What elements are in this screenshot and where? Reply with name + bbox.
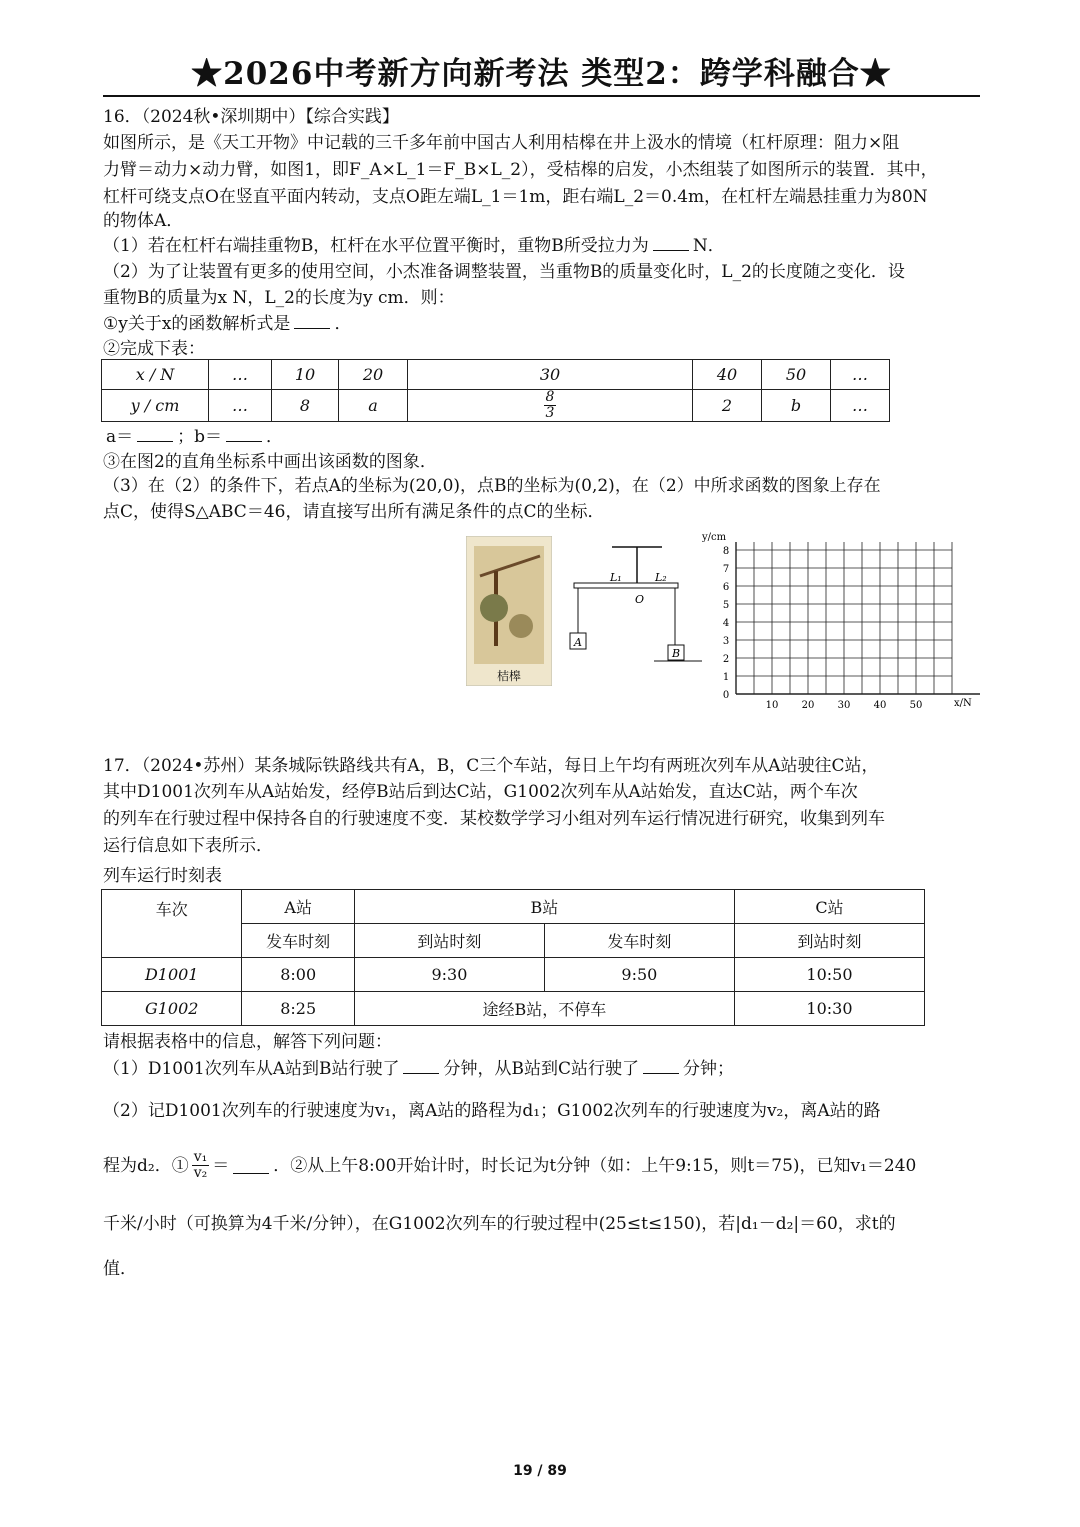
page-header: ★2026中考新方向新考法 类型2：跨学科融合★ — [191, 56, 892, 92]
weight-b-label: B — [671, 647, 681, 660]
q16-text-line: 杠杆可绕支点O在竖直平面内转动，支点O距左端L_1＝1m，距右端L_2＝0.4m，在杠杆左端悬挂重力为80N — [103, 187, 928, 207]
table-cell: … — [209, 390, 272, 422]
q17-text-line: 的列车在行驶过程中保持各自的行驶速度不变．某校数学学习小组对列车运行情况进行研究，收集到列车 — [103, 809, 885, 829]
q16-part2-func — [103, 311, 351, 337]
q17-part2-ratio — [103, 1150, 916, 1181]
ab-end: ． — [266, 427, 284, 447]
a-label: a＝ — [106, 427, 134, 447]
q16-part1 — [103, 233, 725, 259]
table-row — [102, 992, 925, 1026]
table-cell: 40 — [693, 360, 762, 390]
q16-func-text: ①y关于x的函数解析式是 — [103, 314, 291, 334]
subheader-c-arrive: 到站时刻 — [734, 924, 924, 958]
q17-part2-end: 值． — [103, 1259, 137, 1279]
q17-part2-line: （2）记D1001次列车的行驶速度为v₁，离A站的路程为d₁；G1002次列车的行驶速度为v₂，离A站的路 — [103, 1101, 881, 1121]
q16-part1-tail: N． — [692, 236, 725, 256]
cell-b-merged: 途经B站，不停车 — [354, 992, 734, 1026]
q17-p2b-pre: 程为d₂．① — [103, 1155, 189, 1176]
lever-diagram — [562, 545, 712, 665]
illustration-tree — [480, 594, 508, 622]
header-station-a: A站 — [242, 890, 355, 924]
weight-a-label: A — [574, 636, 582, 649]
table-cell: 30 — [408, 360, 693, 390]
answer-blank — [226, 425, 262, 442]
fraction — [544, 390, 557, 421]
coordinate-grid — [698, 526, 980, 714]
q16-title: 16．（2024秋•深圳期中）【综合实践】 — [103, 107, 399, 127]
y-tick-label: 4 — [722, 618, 730, 629]
table-cell: … — [831, 390, 890, 422]
ratio-numerator: v₁ — [193, 1149, 208, 1165]
illustration-figure — [509, 614, 533, 638]
fraction-numerator: 8 — [545, 389, 555, 405]
table-cell: 50 — [762, 360, 831, 390]
q16-text-line: 的物体A． — [103, 211, 184, 231]
table-cell: x / N — [102, 360, 209, 390]
header-station-b: B站 — [354, 890, 734, 924]
y-tick-label: 1 — [722, 672, 730, 683]
cell-c-arrive: 10:50 — [734, 958, 924, 992]
q17-text-line: 运行信息如下表所示． — [103, 836, 273, 856]
x-tick-labels — [766, 700, 923, 711]
q17-p1c: 分钟； — [682, 1059, 734, 1079]
q16-part2-line: 重物B的质量为x N，L_2的长度为y cm．则： — [103, 288, 455, 308]
subheader-arrive: 到站时刻 — [354, 924, 544, 958]
cell-train: G1002 — [102, 992, 242, 1026]
header-rule — [103, 95, 980, 97]
q17-part1 — [103, 1056, 734, 1082]
q16-part2-line: （2）为了让装置有更多的使用空间，小杰准备调整装置，当重物B的质量变化时，L_2的长度随之变化．设 — [103, 262, 905, 282]
q17-p2b-eq: ＝ — [212, 1155, 230, 1176]
answer-blank — [233, 1157, 269, 1174]
y-tick-label: 5 — [722, 600, 730, 611]
cell-b-depart: 9:50 — [544, 958, 734, 992]
cell-b-arrive: 9:30 — [354, 958, 544, 992]
q17-ask: 请根据表格中的信息，解答下列问题： — [103, 1032, 392, 1052]
x-tick-label: 50 — [909, 700, 923, 711]
table-cell-fraction — [408, 390, 693, 422]
table-cell: 8 — [272, 390, 339, 422]
y-tick-label: 0 — [722, 690, 730, 701]
q17-p1a: （1）D1001次列车从A站到B站行驶了 — [103, 1059, 400, 1079]
q17-p2b-post: ．②从上午8:00开始计时，时长记为t分钟（如：上午9:15，则t＝75)，已知v₁＝240 — [273, 1155, 917, 1176]
header-station-c: C站 — [734, 890, 924, 924]
subheader-b-depart: 发车时刻 — [544, 924, 734, 958]
q17-part2-line: 千米/小时（可换算为4千米/分钟），在G1002次列车的行驶过程中(25≤t≤150)，若|d₁－d₂|＝60，求t的 — [103, 1214, 896, 1234]
y-tick-labels — [723, 546, 729, 701]
table-cell: … — [209, 360, 272, 390]
q16-text-line: 力臂＝动力×动力臂，如图1，即F_A×L_1＝F_B×L_2），受桔槔的启发，小杰组装了如图所示的装置．其中， — [103, 160, 938, 180]
y-tick-label: 8 — [722, 546, 730, 557]
table-cell: a — [339, 390, 408, 422]
q16-part3-line: 点C，使得S△ABC＝46，请直接写出所有满足条件的点C的坐标． — [103, 502, 605, 522]
jiegao-illustration — [466, 536, 552, 686]
cell-train: D1001 — [102, 958, 242, 992]
x-tick-label: 20 — [801, 700, 815, 711]
y-tick-label: 7 — [722, 564, 730, 575]
q17-text-line: 其中D1001次列车从A站始发，经停B站后到达C站，G1002次列车从A站始发，直达C站，两个车次 — [103, 782, 858, 802]
q17-text-line: 17．（2024•苏州）某条城际铁路线共有A，B，C三个车站，每日上午均有两班次列车从A站驶往C站， — [103, 756, 879, 776]
q16-func-tail: ． — [334, 314, 352, 334]
ratio-denominator: v₂ — [193, 1165, 208, 1181]
table-cell: 2 — [693, 390, 762, 422]
header-train: 车次 — [102, 890, 242, 958]
train-timetable — [101, 889, 925, 1026]
table-cell: … — [831, 360, 890, 390]
label-o: O — [635, 593, 645, 606]
y-tick-label: 6 — [722, 582, 730, 593]
label-l1: L₁ — [610, 571, 622, 584]
q16-value-table — [101, 359, 890, 422]
q16-graph-instruction: ③在图2的直角坐标系中画出该函数的图象． — [103, 452, 437, 472]
q16-part1-text: （1）若在杠杆右端挂重物B，杠杆在水平位置平衡时，重物B所受拉力为 — [103, 236, 649, 256]
answer-blank — [403, 1057, 439, 1074]
answer-blank — [294, 312, 330, 329]
q17-table-title: 列车运行时刻表 — [103, 866, 222, 886]
cell-a-depart: 8:00 — [242, 958, 355, 992]
q16-ab-line — [106, 424, 283, 450]
q16-table-intro: ②完成下表： — [103, 339, 205, 359]
ratio-fraction — [192, 1150, 210, 1181]
table-cell: b — [762, 390, 831, 422]
answer-blank — [137, 425, 173, 442]
q16-text-line: 如图所示，是《天工开物》中记载的三千多年前中国古人利用桔槔在井上汲水的情境（杠杆原理：阻力×阻 — [103, 133, 900, 153]
table-row — [102, 958, 925, 992]
y-axis-label: y/cm — [702, 532, 727, 543]
table-cell: 20 — [339, 360, 408, 390]
page-number: 19 / 89 — [513, 1463, 567, 1479]
x-axis-label: x/N — [954, 698, 972, 709]
answer-blank — [643, 1057, 679, 1074]
fraction-denominator: 3 — [545, 405, 555, 421]
x-tick-label: 10 — [765, 700, 779, 711]
q17-p1b: 分钟，从B站到C站行驶了 — [443, 1059, 639, 1079]
answer-blank — [653, 234, 689, 251]
y-tick-label: 3 — [722, 636, 730, 647]
grid-lines — [736, 542, 980, 694]
cell-c-arrive: 10:30 — [734, 992, 924, 1026]
x-tick-label: 30 — [837, 700, 851, 711]
ab-sep: ； — [177, 427, 195, 447]
table-cell: y / cm — [102, 390, 209, 422]
cell-a-depart: 8:25 — [242, 992, 355, 1026]
table-cell: 10 — [272, 360, 339, 390]
b-label: b＝ — [194, 427, 223, 447]
label-l2: L₂ — [655, 571, 667, 584]
subheader-depart: 发车时刻 — [242, 924, 355, 958]
y-tick-label: 2 — [722, 654, 730, 665]
illustration-caption: 桔槔 — [496, 669, 522, 683]
x-tick-label: 40 — [873, 700, 887, 711]
q16-part3-line: （3）在（2）的条件下，若点A的坐标为(20,0)，点B的坐标为(0,2)，在（2）中所求函数的图象上存在 — [103, 476, 881, 496]
